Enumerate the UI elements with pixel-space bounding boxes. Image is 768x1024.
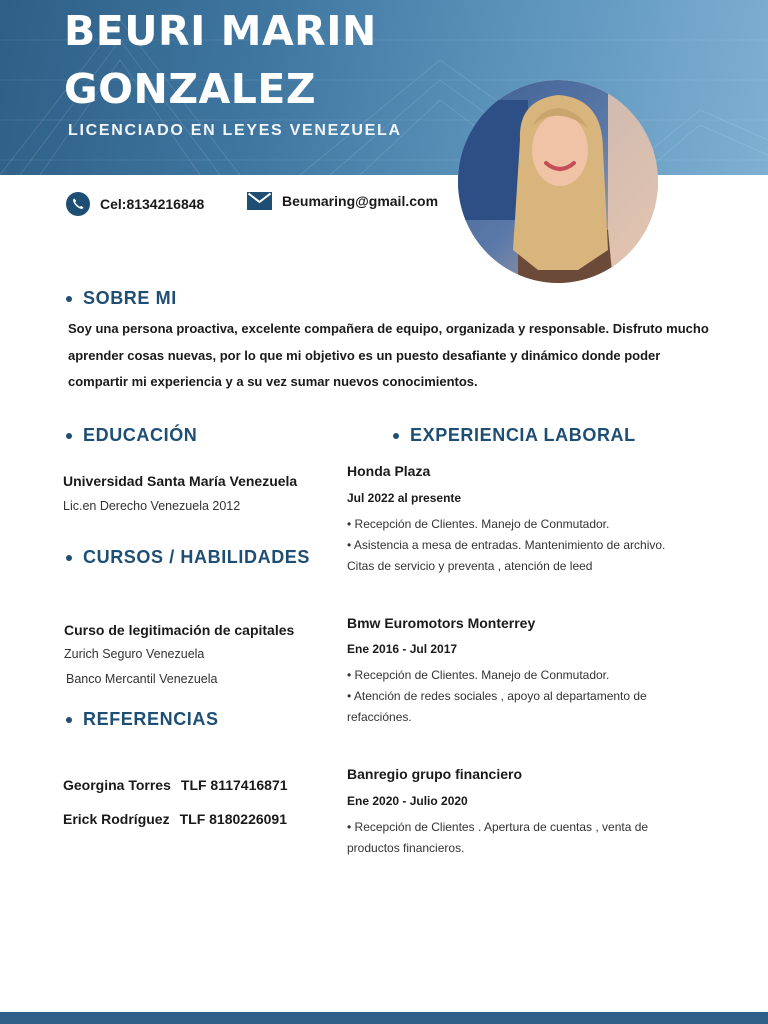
job-company: Honda Plaza [347, 463, 431, 479]
envelope-icon [247, 192, 272, 210]
email-address: Beumaring@gmail.com [282, 193, 439, 209]
course-item: Zurich Seguro Venezuela [64, 647, 205, 661]
education-school: Universidad Santa María Venezuela [63, 473, 298, 489]
job-dates: Ene 2016 - Jul 2017 [347, 642, 458, 656]
course-title: Curso de legitimación de capitales [64, 622, 295, 638]
courses-heading-text: CURSOS / HABILIDADES [83, 547, 311, 567]
job-company: Banregio grupo financiero [347, 766, 523, 782]
name-line-2: GONZALEZ [64, 65, 317, 113]
footer-bar [0, 1012, 768, 1024]
job-bullets [347, 665, 677, 728]
bullet-dot [393, 433, 399, 439]
job-bullet: • Asistencia a mesa de entradas. Mantenimiento de archivo. Citas de servicio y preventa , atención de leed [347, 538, 666, 573]
profile-photo-illustration [458, 80, 658, 283]
section-heading-education [66, 425, 197, 446]
reference-phone: TLF 8180226091 [179, 811, 287, 827]
reference-item [63, 777, 288, 793]
section-heading-references [66, 709, 219, 730]
job-bullet: • Atención de redes sociales , apoyo al departamento de refacciónes. [347, 689, 647, 724]
full-name [64, 2, 377, 118]
references-heading-text: REFERENCIAS [83, 709, 219, 729]
phone-icon [66, 192, 90, 216]
phone-number: Cel:8134216848 [100, 196, 205, 212]
experience-heading-text: EXPERIENCIA LABORAL [410, 425, 636, 445]
name-line-1: BEURI MARIN [64, 7, 377, 55]
job-bullets [347, 817, 677, 859]
section-heading-experience [393, 425, 636, 446]
about-heading-text: SOBRE MI [83, 288, 177, 308]
course-item: Banco Mercantil Venezuela [66, 672, 218, 686]
bullet-dot [66, 555, 72, 561]
reference-name: Erick Rodríguez [63, 811, 170, 827]
job-company: Bmw Euromotors Monterrey [347, 615, 536, 631]
contact-phone[interactable] [66, 192, 204, 216]
professional-title: LICENCIADO EN LEYES VENEZUELA [68, 122, 402, 139]
section-heading-about [66, 288, 177, 309]
job-bullets [347, 514, 677, 577]
bullet-dot [66, 433, 72, 439]
section-heading-courses [66, 547, 310, 568]
job-dates: Ene 2020 - Julio 2020 [347, 794, 468, 808]
reference-phone: TLF 8117416871 [180, 777, 288, 793]
reference-item [63, 811, 287, 827]
bullet-dot [66, 717, 72, 723]
job-bullet: • Recepción de Clientes. Manejo de Conmutador. [347, 517, 610, 531]
bullet-dot [66, 296, 72, 302]
about-text: Soy una persona proactiva, excelente compañera de equipo, organizada y responsable. Disfruto mucho aprender cosas nuevas, por lo que mi objetivo es un puesto desafiante y dinámico donde poder compartir mi experiencia y a su vez sumar nuevos conocimientos. [68, 321, 709, 389]
job-bullet: • Recepción de Clientes . Apertura de cuentas , venta de productos financieros. [347, 820, 649, 855]
job-dates: Jul 2022 al presente [347, 491, 462, 505]
reference-name: Georgina Torres [63, 777, 171, 793]
job-bullet: • Recepción de Clientes. Manejo de Conmutador. [347, 668, 610, 682]
contact-email[interactable] [247, 192, 438, 210]
profile-photo [458, 80, 658, 283]
education-degree: Lic.en Derecho Venezuela 2012 [63, 499, 241, 513]
education-heading-text: EDUCACIÓN [83, 425, 198, 445]
